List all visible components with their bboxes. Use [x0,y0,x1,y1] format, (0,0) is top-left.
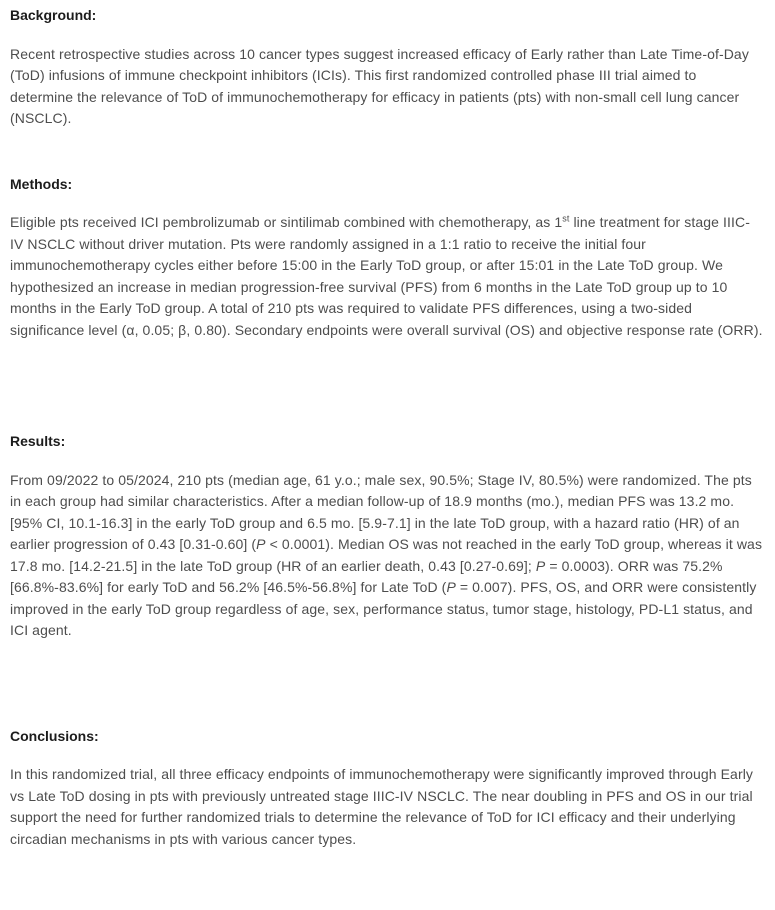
background-paragraph: Recent retrospective studies across 10 cancer types suggest increased efficacy of Early rather than Late Time-of-Day (ToD) infusions of immune checkpoint inhibitors (ICIs). This first randomized controlled phase III trial aimed to determine the relevance of ToD of immunochemotherapy for efficacy in patients (pts) with non-small cell lung cancer (NSCLC). [10,45,749,126]
results-heading: Results: [10,433,66,449]
methods-heading: Methods: [10,175,73,192]
p-value-symbol-1: P [256,536,266,552]
background-heading: Background: [10,7,97,23]
conclusions-heading: Conclusions: [10,727,99,744]
p-value-symbol-2: P [535,557,546,574]
methods-paragraph [10,212,763,341]
methods-text-before-superscript: Eligible pts received ICI pembrolizumab or sintilimab combined with chemotherapy, as 1 [10,214,563,230]
results-paragraph [10,470,763,642]
conclusions-section [10,728,763,851]
results-text-4: = 0.007). PFS, OS, and ORR were consistently improved in the early ToD group regardless of age, sex, performance status, tumor stage, histology, PD-L1 status, and ICI agent. [10,579,757,638]
methods-text-after-superscript: line treatment for stage IIIC-IV NSCLC without driver mutation. Pts were randomly assigned in a 1:1 ratio to receive the initial four immunochemotherapy cycles either before 15:00 in the Early ToD group, or after 15:01 in the Late ToD group. We hypothesized an increase in median progression-free survival (PFS) from 6 months in the Late ToD group up to 10 months in the Early ToD group. A total of 210 pts was required to validate PFS differences, using a two-sided significance level (α, 0.05; β, 0.80). Secondary endpoints were overall survival (OS) and objective response rate (ORR). [10,214,763,338]
background-section [10,7,763,130]
results-text-2: < 0.0001). Median OS was not reached in the early ToD group, whereas it was 17.8 mo. [14.2-21.5] in the late ToD group (HR of an earlier death, 0.43 [0.27-0.69]; [10,536,763,574]
results-section [10,433,763,642]
methods-section [10,176,763,342]
p-value-symbol-3: P [446,579,456,595]
results-text-1: From 09/2022 to 05/2024, 210 pts (median age, 61 y.o.; male sex, 90.5%; Stage IV, 80.5%) were randomized. The pts in each group had similar characteristics. After a median follow-up of 18.9 months (mo.), median PFS was 13.2 mo. [95% CI, 10.1-16.3] in the early ToD group and 6.5 mo. [5.9-7.1] in the late ToD group, with a hazard ratio (HR) of an earlier progression of 0.43 [0.31-0.60] ( [10,471,752,552]
ordinal-superscript: st [562,213,570,224]
results-text-3: = 0.0003). ORR was 75.2% [66.8%-83.6%] for early ToD and 56.2% [46.5%-56.8%] for Late ToD ( [10,557,723,595]
conclusions-paragraph: In this randomized trial, all three efficacy endpoints of immunochemotherapy were significantly improved through Early vs Late ToD dosing in pts with previously untreated stage IIIC-IV NSCLC. The near doubling in PFS and OS in our trial support the need for further randomized trials to determine the relevance of ToD for ICI efficacy and their underlying circadian mechanisms in pts with various cancer types. [10,766,754,847]
